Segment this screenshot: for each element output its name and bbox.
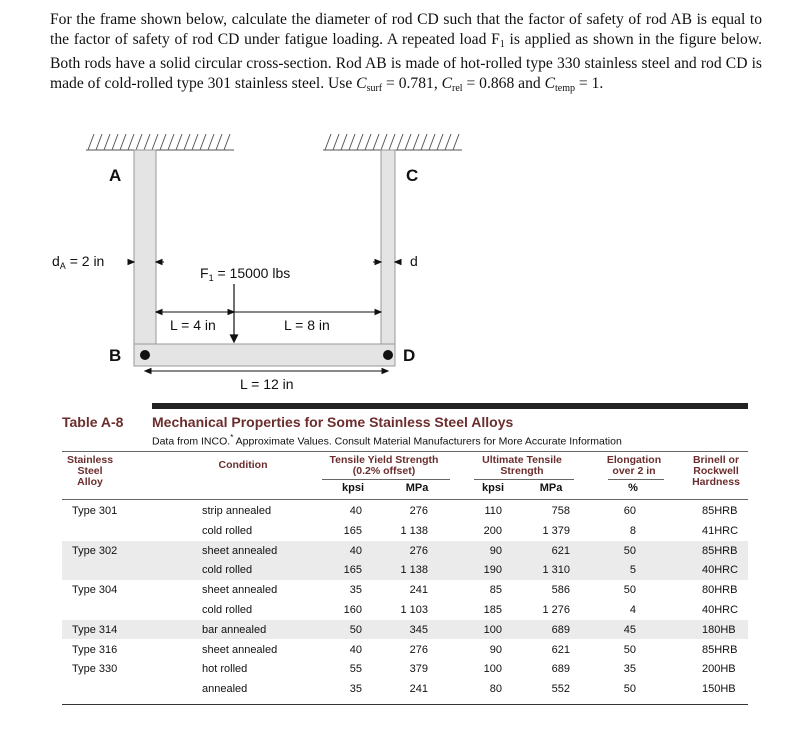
table-cell-uk: 100	[483, 663, 502, 676]
table-cell-um: 621	[551, 544, 570, 557]
table-cell-alloy: Type 314	[72, 623, 118, 636]
table-cell-yk: 160	[343, 604, 362, 616]
header-yield-rule	[322, 479, 450, 480]
table-cell-ym: 241	[409, 584, 428, 597]
table-cell-alloy: Type 330	[72, 663, 118, 676]
header-mpa-yield: MPa	[405, 482, 429, 494]
table-cell-uk: 185	[483, 604, 502, 616]
load-subscript-fig: 1	[208, 273, 214, 283]
dim-l4-label: L = 4 in	[170, 317, 216, 333]
csurf-subscript: surf	[366, 82, 383, 94]
table-cell-el: 50	[623, 584, 636, 597]
table-header-top-rule	[62, 451, 748, 452]
table-cell-ym: 1 103	[400, 604, 428, 616]
table-cell-el: 45	[623, 623, 636, 636]
table-subtitle-a: Data from INCO.	[152, 435, 231, 448]
table-cell-hd: 85HRB	[702, 643, 738, 656]
ctemp-subscript: temp	[554, 82, 575, 94]
table-cell-el: 8	[629, 524, 636, 537]
table-cell-ym: 1 138	[400, 564, 428, 577]
header-kpsi-yield: kpsi	[341, 482, 364, 494]
table-cell-um: 689	[551, 623, 570, 636]
table-cell-um: 1 276	[542, 604, 570, 616]
table-cell-um: 758	[551, 505, 570, 517]
table-cell-yk: 50	[349, 623, 362, 636]
problem-text-main: For the frame shown below, calculate the diameter of rod CD such that the factor of safety of rod AB is equal to the factor of safety of rod CD under fatigue loading. A repeated load F	[50, 11, 762, 48]
problem-statement	[50, 10, 762, 98]
load-symbol: F	[200, 265, 209, 281]
table-cell-alloy: Type 301	[72, 505, 118, 517]
rod-cd	[381, 150, 395, 366]
table-cell-hd: 85HRB	[702, 505, 738, 517]
dim-l12-line	[145, 369, 388, 374]
dim-da-subscript: A	[59, 261, 66, 271]
crel-symbol: C	[441, 74, 453, 92]
problem-text-mid: is applied as shown in the figure below. Both rods have a solid circular cross-section. Rod AB is made of hot-rolled type 330 stainless steel and rod CD is made of cold-rolled type 301 stainless steel. Use	[50, 30, 762, 92]
dim-da-symbol: d	[52, 253, 60, 269]
table-cell-cond: sheet annealed	[202, 584, 278, 597]
table-cell-ym: 1 138	[400, 524, 428, 537]
header-hardness: Brinell or Rockwell Hardness	[692, 454, 740, 488]
table-cell-um: 1 379	[542, 524, 570, 537]
label-a: A	[109, 166, 122, 185]
table-cell-uk: 90	[489, 643, 502, 656]
table-number: Table A-8	[62, 414, 124, 430]
table-cell-um: 621	[551, 643, 570, 656]
table-cell-el: 50	[623, 544, 636, 557]
header-alloy: Stainless Steel Alloy	[66, 454, 114, 488]
table-cell-uk: 190	[483, 564, 502, 577]
table-cell-ym: 276	[409, 505, 428, 517]
dim-l4-l8-line	[156, 310, 381, 315]
label-d: D	[403, 346, 416, 365]
table-top-rule	[152, 403, 748, 409]
table-cell-yk: 40	[349, 544, 362, 557]
ctemp-value: = 1.	[574, 74, 604, 92]
table-cell-uk: 110	[484, 505, 502, 517]
table-cell-hd: 40HRC	[702, 564, 739, 577]
table-cell-hd: 40HRC	[702, 604, 739, 616]
table-cell-cond: annealed	[202, 683, 248, 696]
frame-diagram	[0, 120, 803, 390]
table-cell-el: 35	[623, 663, 636, 676]
table-subtitle-star: *	[230, 433, 234, 442]
table-cell-el: 5	[629, 564, 636, 577]
table-cell-ym: 379	[409, 663, 428, 676]
dim-da-value: = 2 in	[65, 253, 105, 269]
table-cell-uk: 80	[489, 683, 502, 696]
table-cell-uk: 200	[483, 524, 502, 537]
pin-b	[140, 350, 150, 360]
table-cell-ym: 345	[409, 623, 428, 636]
table-cell-cond: sheet annealed	[202, 544, 278, 557]
table-cell-alloy: Type 304	[72, 584, 118, 597]
dim-l8-label: L = 8 in	[284, 317, 330, 333]
table-cell-hd: 85HRB	[702, 544, 738, 557]
label-b: B	[109, 346, 122, 365]
table-cell-el: 4	[629, 604, 636, 616]
table-cell-hd: 180HB	[702, 623, 736, 636]
dim-l12-label: L = 12 in	[240, 376, 294, 390]
table-heading	[62, 414, 514, 430]
table-cell-el: 50	[623, 643, 636, 656]
dim-da-label	[52, 253, 104, 271]
dim-d-label: d	[410, 253, 418, 269]
table-cell-cond: cold rolled	[202, 524, 253, 537]
table-cell-cond: bar annealed	[202, 623, 267, 636]
table-cell-hd: 150HB	[702, 683, 736, 696]
pin-d	[383, 350, 393, 360]
table-cell-cond: cold rolled	[202, 604, 253, 616]
csurf-value: = 0.781,	[382, 74, 442, 92]
table-cell-hd: 41HRC	[702, 524, 739, 537]
table-cell-hd: 80HRB	[702, 584, 738, 597]
header-elong-rule	[608, 479, 664, 480]
table-cell-cond: sheet annealed	[202, 643, 278, 656]
header-mpa-uts: MPa	[539, 482, 563, 494]
load-label	[200, 265, 290, 283]
header-uts-rule	[474, 479, 574, 480]
beam-bd	[134, 344, 395, 366]
table-cell-uk: 85	[489, 584, 502, 597]
header-yield: Tensile Yield Strength (0.2% offset)	[329, 454, 439, 477]
ctemp-symbol: C	[544, 74, 555, 92]
table-cell-yk: 40	[349, 505, 362, 517]
header-kpsi-uts: kpsi	[481, 482, 504, 494]
table-cell-yk: 35	[349, 683, 362, 696]
table-cell-uk: 90	[489, 544, 502, 557]
load-subscript: 1	[499, 38, 505, 50]
table-subtitle	[152, 433, 622, 448]
table-cell-yk: 165	[343, 564, 362, 577]
table-cell-ym: 241	[409, 683, 428, 696]
table-cell-yk: 55	[349, 663, 362, 676]
table-cell-alloy: Type 302	[72, 544, 118, 557]
table-cell-um: 689	[551, 663, 570, 676]
table-cell-el: 60	[623, 505, 636, 517]
table-cell-cond: cold rolled	[202, 564, 253, 577]
table-title: Mechanical Properties for Some Stainless Steel Alloys	[152, 414, 514, 430]
table-cell-cond: strip annealed	[202, 505, 272, 517]
crel-value: = 0.868 and	[462, 74, 545, 92]
table-cell-ym: 276	[409, 544, 428, 557]
table-cell-um: 1 310	[542, 564, 570, 577]
table-cell-alloy: Type 316	[72, 643, 118, 656]
table-cell-um: 552	[551, 683, 570, 696]
table-cell-uk: 100	[483, 623, 502, 636]
table-cell-hd: 200HB	[702, 663, 736, 676]
table-bottom-rule	[62, 704, 748, 705]
header-elong: Elongation over 2 in	[606, 454, 662, 477]
table-subtitle-b: Approximate Values. Consult Material Manufacturers for More Accurate Information	[233, 435, 622, 448]
table-cell-el: 50	[623, 683, 636, 696]
table-cell-ym: 276	[409, 643, 428, 656]
label-c: C	[406, 166, 419, 185]
csurf-symbol: C	[356, 74, 367, 92]
table-header-bottom-rule	[62, 499, 748, 500]
ceiling-support-right	[323, 134, 462, 150]
table-cell-yk: 165	[343, 524, 362, 537]
header-uts: Ultimate Tensile Strength	[482, 454, 562, 477]
table-cell-yk: 40	[349, 643, 362, 656]
ceiling-support-left	[86, 134, 234, 150]
table-cell-um: 586	[551, 584, 570, 597]
load-value: = 15000 lbs	[213, 265, 291, 281]
table-cell-cond: hot rolled	[202, 663, 248, 676]
table-cell-yk: 35	[349, 584, 362, 597]
crel-subscript: rel	[452, 82, 463, 94]
header-pct: %	[628, 482, 638, 494]
rod-ab	[134, 150, 156, 366]
header-condition: Condition	[218, 459, 268, 471]
